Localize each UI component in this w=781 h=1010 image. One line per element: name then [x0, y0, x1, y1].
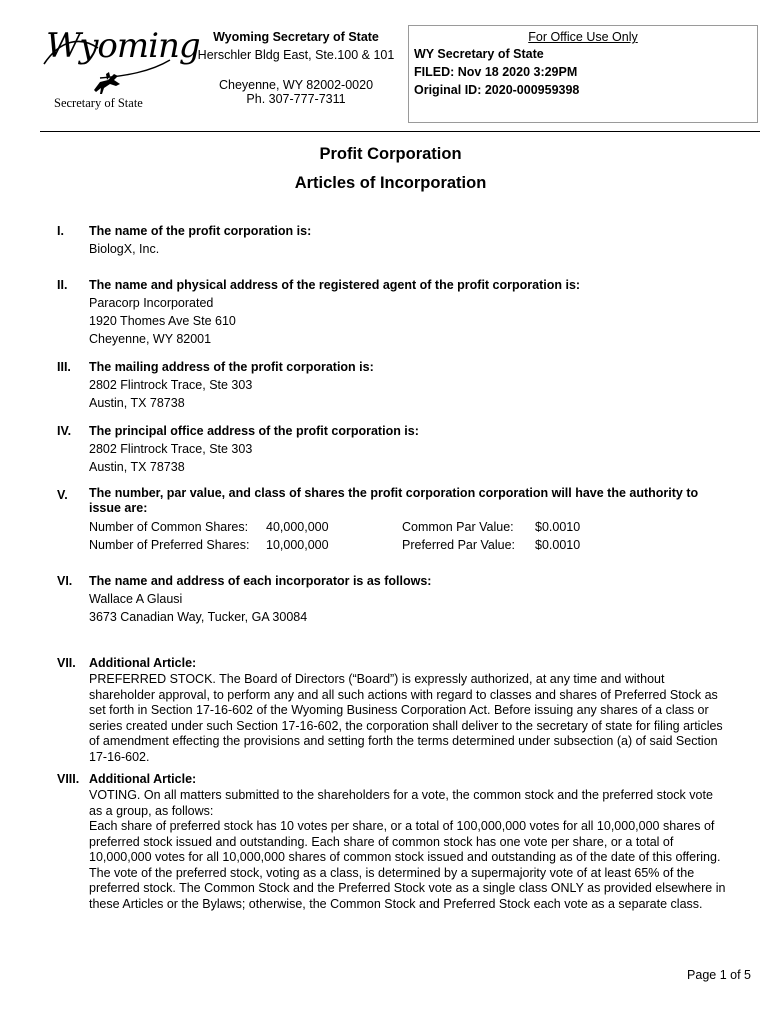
document-title: Profit Corporation	[319, 145, 462, 163]
mailing-street: 2802 Flintrock Trace, Ste 303	[89, 378, 253, 392]
common-par-value: $0.0010	[535, 520, 581, 534]
section-heading: Additional Article:	[89, 772, 197, 786]
office-street: 2802 Flintrock Trace, Ste 303	[89, 442, 253, 456]
preferred-shares-label: Number of Preferred Shares:	[89, 538, 250, 552]
section-number: VIII.	[57, 772, 80, 786]
office-use-original-id: Original ID: 2020-000959398	[414, 83, 580, 97]
office-use-box	[408, 25, 758, 123]
section-heading: The number, par value, and class of shares the profit corporation corporation will have the authority to issue are:	[89, 486, 699, 515]
corporation-name: BiologX, Inc.	[89, 242, 160, 256]
agent-street: 1920 Thomes Ave Ste 610	[89, 314, 236, 328]
section-number: II.	[57, 278, 68, 292]
office-use-filed-date: FILED: Nov 18 2020 3:29PM	[414, 65, 578, 79]
logo-wordmark: Wyoming	[46, 26, 200, 66]
bucking-horse-icon	[90, 70, 126, 96]
preferred-par-value: $0.0010	[535, 538, 581, 552]
section-number: III.	[57, 360, 71, 374]
incorporator-name: Wallace A Glausi	[89, 592, 183, 606]
section-number: VI.	[57, 574, 73, 588]
common-par-label: Common Par Value:	[402, 520, 514, 534]
section-heading: The name and address of each incorporator is as follows:	[89, 574, 432, 588]
office-city: Austin, TX 78738	[89, 460, 185, 474]
preferred-stock-article: PREFERRED STOCK. The Board of Directors (“Board”) is expressly authorized, at any time and without shareholder approval, to perform any and all such actions with regard to classes and shares of Preferred Stock as set forth in Section 17-16-602 of the Wyoming Business Corporation Act. Before issuing any shares of a class or series created under such Section 17-16-602, the corporation shall deliver to the secretary of state for filing articles of amendment effecting the provisions and setting forth the terms determined under subsection (a) of said Section 17-16-602.	[89, 672, 723, 764]
section-number: V.	[57, 488, 68, 502]
agent-city: Cheyenne, WY 82001	[89, 332, 212, 346]
agency-address-line2: Cheyenne, WY 82002-0020	[218, 78, 374, 92]
section-heading: Additional Article:	[89, 656, 197, 670]
document-subtitle: Articles of Incorporation	[294, 174, 487, 192]
section-number: VII.	[57, 656, 76, 670]
logo-subtitle: Secretary of State	[54, 96, 143, 110]
section-heading: The mailing address of the profit corporation is:	[89, 360, 374, 374]
incorporator-address: 3673 Canadian Way, Tucker, GA 30084	[89, 610, 308, 624]
preferred-shares-value: 10,000,000	[266, 538, 329, 552]
office-use-line1: WY Secretary of State	[414, 47, 544, 61]
voting-article-body: Each share of preferred stock has 10 votes per share, or a total of 100,000,000 votes for all 10,000,000 shares of preferred stock issued and outstanding. Each share of common stock has one vote per share, or a total of 10,000,000 votes for all 10,000,000 shares of common stock issued and outstanding as of the date of this offering. The vote of the preferred stock, voting as a class, is determined by a supermajority vote of at least 65% of the preferred stock. The Common Stock and the Preferred Stock vote as a single class ONLY as provided elsewhere in these Articles or the Bylaws; otherwise, the Common Stock and Preferred Stock each vote as a separate class.	[89, 819, 726, 911]
voting-article-intro: VOTING. On all matters submitted to the shareholders for a vote, the common stock and the preferred stock vote as a group, as follows:	[89, 788, 713, 818]
common-shares-label: Number of Common Shares:	[89, 520, 249, 534]
mailing-city: Austin, TX 78738	[89, 396, 185, 410]
agency-name: Wyoming Secretary of State	[213, 30, 379, 44]
section-heading: The name and physical address of the registered agent of the profit corporation is:	[89, 278, 581, 292]
section-heading: The name of the profit corporation is:	[89, 224, 312, 238]
section-number: IV.	[57, 424, 72, 438]
agency-address-block	[186, 28, 406, 108]
agent-name: Paracorp Incorporated	[89, 296, 214, 310]
preferred-par-label: Preferred Par Value:	[402, 538, 516, 552]
section-number: I.	[57, 224, 64, 238]
wyoming-logo	[40, 26, 200, 116]
agency-phone: Ph. 307-777-7311	[246, 92, 346, 106]
section-heading: The principal office address of the profit corporation is:	[89, 424, 419, 438]
header-divider	[40, 131, 760, 132]
office-use-title: For Office Use Only	[528, 30, 638, 44]
page-number: Page 1 of 5	[687, 968, 751, 982]
common-shares-value: 40,000,000	[266, 520, 329, 534]
agency-address-line1: Herschler Bldg East, Ste.100 & 101	[197, 48, 395, 62]
